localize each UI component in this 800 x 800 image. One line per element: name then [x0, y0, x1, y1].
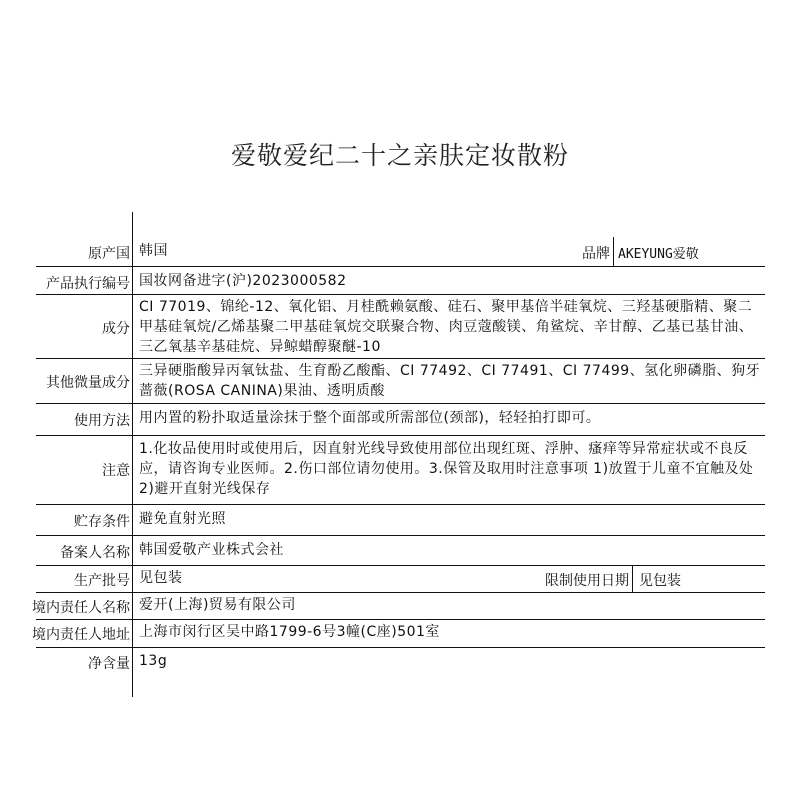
row-divider: [36, 403, 765, 404]
registrant-label: 备案人名称: [60, 545, 130, 561]
row-divider: [36, 647, 765, 648]
batch-value: 见包装: [139, 570, 183, 586]
caution-label: 注意: [102, 463, 130, 479]
brand-label: 品牌: [582, 246, 610, 262]
row-divider: [36, 504, 765, 505]
agent-name-label: 境内责任人名称: [32, 600, 130, 616]
batch-label: 生产批号: [74, 573, 130, 589]
agent-address-label: 境内责任人地址: [32, 627, 130, 643]
net-content-label: 净含量: [88, 656, 130, 672]
trace-ingredients-value: 三异硬脂酸异丙氧钛盐、生育酚乙酸酯、CI 77492、CI 77491、CI 77499、氢化卵磷脂、狗牙蔷薇(ROSA CANINA)果油、透明质酸: [139, 363, 761, 399]
trace-ingredients-label: 其他微量成分: [46, 375, 130, 391]
usage-value: 用内置的粉扑取适量涂抹于整个面部或所需部位(颈部)，轻轻拍打即可。: [139, 410, 601, 426]
origin-value: 韩国: [139, 243, 168, 259]
license-label: 产品执行编号: [46, 276, 130, 292]
row-divider: [36, 266, 765, 267]
registrant-value: 韩国爱敬产业株式会社: [139, 542, 284, 558]
expiry-value: 见包装: [639, 573, 681, 589]
row-divider: [36, 294, 765, 295]
ingredients-value: CI 77019、锦纶-12、氧化铝、月桂酰赖氨酸、硅石、聚甲基倍半硅氧烷、三羟基硬脂精、聚二甲基硅氧烷/乙烯基聚二甲基硅氧烷交联聚合物、肉豆蔻酸镁、角鲨烷、辛甘醇、乙基已基甘油、三乙氧基辛基硅烷、异鲸蜡醇聚醚-10: [139, 299, 754, 355]
expiry-label: 限制使用日期: [545, 573, 629, 589]
usage-label: 使用方法: [74, 413, 130, 429]
ingredients-label: 成分: [102, 321, 130, 337]
column-divider: [132, 212, 133, 697]
row-divider: [36, 535, 765, 536]
row-divider: [36, 592, 765, 593]
storage-label: 贮存条件: [74, 514, 130, 530]
storage-value: 避免直射光照: [139, 511, 226, 527]
row-divider: [36, 435, 765, 436]
net-content-value: 13g: [139, 653, 168, 669]
agent-address-value: 上海市闵行区吴中路1799-6号3幢(C座)501室: [139, 624, 440, 640]
row-divider: [36, 619, 765, 620]
row-divider: [36, 565, 765, 566]
row-divider: [36, 358, 765, 359]
product-title: 爱敬爱纪二十之亲肤定妆散粉: [230, 141, 569, 170]
origin-label: 原产国: [88, 246, 130, 262]
agent-name-value: 爱开(上海)贸易有限公司: [139, 597, 296, 613]
brand-value: AKEYUNG爱敬: [618, 247, 699, 262]
caution-value: 1.化妆品使用时或使用后，因直射光线导致使用部位出现红斑、浮肿、瘙痒等异常症状或不良反应，请咨询专业医师。2.伤口部位请勿使用。3.保管及取用时注意事项 1)放置于儿童不宜触及处 2)避开直射光线保存: [139, 441, 783, 497]
license-value: 国妆网备进字(沪)2023000582: [139, 273, 347, 289]
